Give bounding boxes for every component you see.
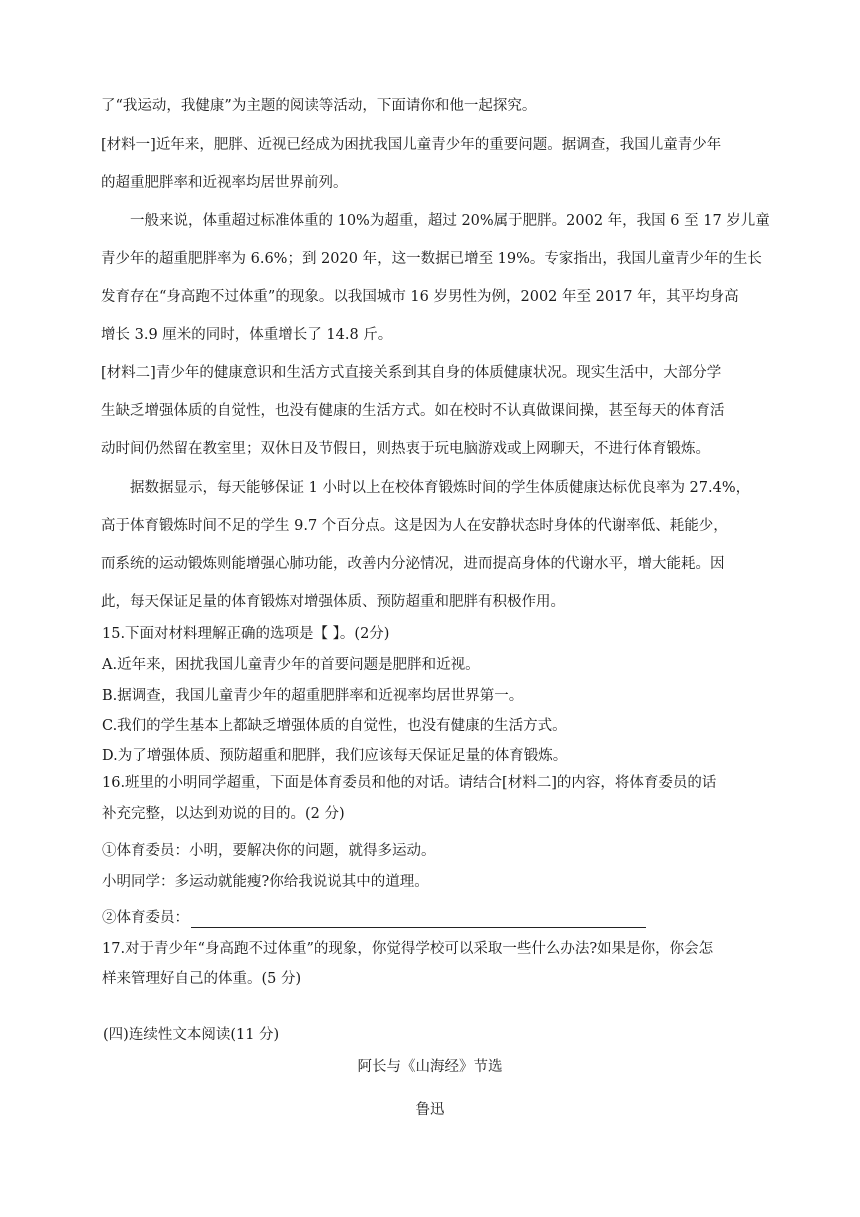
material-two-paragraph-line: 高于体育锻炼时间不足的学生 9.7 个百分点。这是因为人在安静状态时身体的代谢率低、耗能少， [101,518,728,534]
material-one-paragraph-line: 青少年的超重肥胖率为 6.6%；到 2020 年，这一数据已增至 19%。专家指出，我国儿童青少年的生长 [101,251,762,267]
material-one-line: [材料一]近年来，肥胖、近视已经成为困扰我国儿童青少年的重要问题。据调查，我国儿童青少年 [101,137,722,153]
question-stem: 15.下面对材料理解正确的选项是【 】。(2分) [102,626,390,642]
answer-blank[interactable] [191,911,646,928]
material-one-line: 的超重肥胖率和近视率均居世界前列。 [101,175,348,191]
option-d: D.为了增强体质、预防超重和肥胖，我们应该每天保证足量的体育锻炼。 [102,748,568,764]
material-two-line: 生缺乏增强体质的自觉性，也没有健康的生活方式。如在校时不认真做课间操，甚至每天的体育活 [101,403,725,419]
passage-author: 鲁迅 [415,1102,445,1118]
dialogue-line: ①体育委员：小明，要解决你的问题，就得多运动。 [102,843,436,859]
question-stem: 样来管理好自己的体重。(5 分) [102,971,302,987]
section-heading: (四)连续性文本阅读(11 分) [103,1027,280,1043]
option-a: A.近年来，困扰我国儿童青少年的首要问题是肥胖和近视。 [102,657,480,673]
question-stem: 17.对于青少年“身高跑不过体重”的现象，你觉得学校可以采取一些什么办法?如果是你，你会怎 [102,941,714,957]
answer-line [102,908,646,928]
material-two-paragraph-line: 据数据显示，每天能够保证 1 小时以上在校体育锻炼时间的学生体质健康达标优良率为 27.4%， [130,480,751,496]
material-two-paragraph-line: 此，每天保证足量的体育锻炼对增强体质、预防超重和肥胖有积极作用。 [101,594,565,610]
material-two-line: 动时间仍然留在教室里；双休日及节假日，则热衷于玩电脑游戏或上网聊天，不进行体育锻炼。 [101,441,710,457]
question-stem: 16.班里的小明同学超重，下面是体育委员和他的对话。请结合[材料二]的内容，将体育委员的话 [102,775,717,791]
material-one-paragraph-line: 一般来说，体重超过标准体重的 10%为超重，超过 20%属于肥胖。2002 年，我国 6 至 17 岁儿童 [130,213,770,229]
material-one-paragraph-line: 发育存在“身高跑不过体重”的现象。以我国城市 16 岁男性为例，2002 年至 2017 年，其平均身高 [101,289,739,305]
dialogue-label: ②体育委员： [102,910,189,926]
intro-line: 了“我运动，我健康”为主题的阅读等活动，下面请你和他一起探究。 [101,98,537,114]
material-two-line: [材料二]青少年的健康意识和生活方式直接关系到其自身的体质健康状况。现实生活中，大部分学 [101,365,722,381]
material-two-paragraph-line: 而系统的运动锻炼则能增强心肺功能，改善内分泌情况，进而提高身体的代谢水平，增大能耗。因 [101,556,725,572]
material-one-paragraph-line: 增长 3.9 厘米的同时，体重增长了 14.8 斤。 [101,327,393,343]
option-b: B.据调查，我国儿童青少年的超重肥胖率和近视率均居世界第一。 [102,688,524,704]
option-c: C.我们的学生基本上都缺乏增强体质的自觉性，也没有健康的生活方式。 [102,718,567,734]
passage-title: 阿长与《山海经》节选 [357,1059,503,1075]
question-stem: 补充完整，以达到劝说的目的。(2 分) [102,806,345,822]
dialogue-line: 小明同学：多运动就能瘦?你给我说说其中的道理。 [102,874,429,890]
